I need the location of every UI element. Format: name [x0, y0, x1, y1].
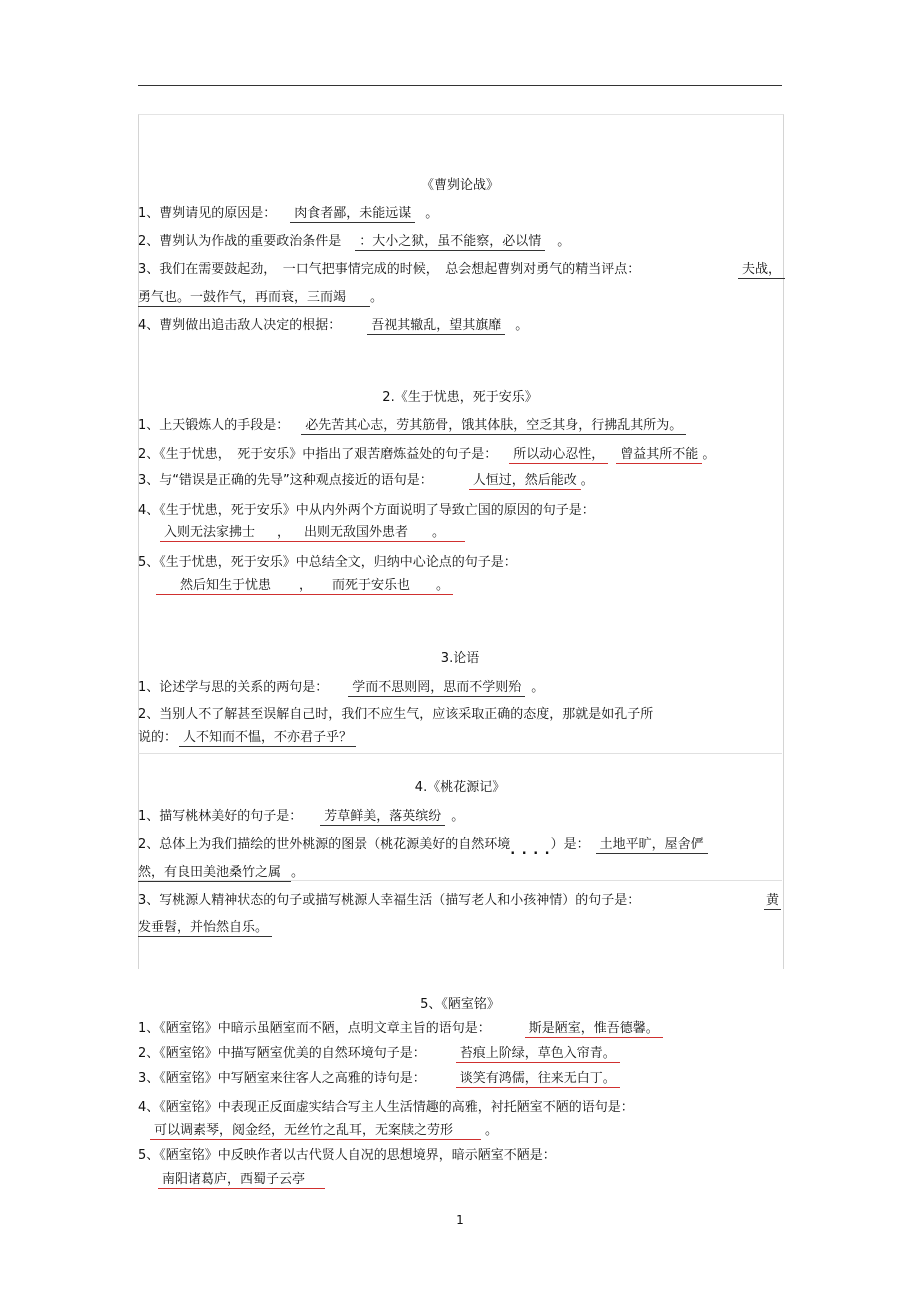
- answer: 而死于安乐也: [328, 578, 432, 595]
- section-title-taohuayuan: 4.《桃花源记》: [414, 780, 506, 795]
- question-line: 5、《生于忧患，死于安乐》中总结全文，归纳中心论点的句子是：: [138, 555, 517, 570]
- question-line: 1、上天锻炼人的手段是： 必先苦其心志，劳其筋骨，饿其体肤，空乏其身，行拂乱其所为。: [138, 417, 686, 435]
- answer: 黄: [766, 893, 780, 908]
- question-line: 3、与“错误是正确的先导”这种观点接近的语句是： 人恒过，然后能改 。: [138, 473, 594, 488]
- answer: 土地平旷，屋舍俨: [596, 837, 708, 854]
- question-line: [138, 919, 272, 937]
- question-line: 3、写桃源人精神状态的句子或描写桃源人幸福生活（描写老人和小孩神情）的句子是：: [138, 893, 641, 908]
- question-line: 2、总体上为我们描绘的世外桃源的图景（桃花源美好的自然环境. . . .）是： 土地平旷，屋舍俨: [138, 836, 708, 854]
- answer: 芳草鲜美，落英缤纷: [320, 809, 445, 826]
- question-line: 勇气也。一鼓作气，再而衰，三而竭 。: [138, 290, 384, 305]
- question-line: 入则无法家拂士 ， 出则无敌国外患者 。: [160, 524, 465, 542]
- question-line: 2、《生于忧患， 死于安乐》中指出了艰苦磨炼益处的句子是： 所以动心忍性， 曾益其所不能 。: [138, 447, 716, 462]
- answer: 吾视其辙乱，望其旗靡: [367, 318, 505, 335]
- section-title-caogui: 《曹刿论战》: [420, 178, 499, 193]
- question-line: 说的： 人不知而不愠，不亦君子乎？: [138, 729, 356, 747]
- question-line: 然后知生于忧患 ， 而死于安乐也 。: [156, 577, 453, 595]
- answer: 然，有良田美池桑竹之属: [138, 865, 291, 882]
- answer: 所以动心忍性，: [509, 447, 608, 464]
- question-line: 1、曹刿请见的原因是： 肉食者鄙，未能远谋 。: [138, 206, 439, 221]
- question-line: 2、当别人不了解甚至误解自己时，我们不应生气，应该采取正确的态度，那就是如孔子所: [138, 707, 654, 722]
- answer: 南阳诸葛庐，西蜀子云亭: [158, 1172, 325, 1189]
- page-number: 1: [456, 1213, 464, 1227]
- answer: 人不知而不愠，不亦君子乎？: [179, 730, 356, 747]
- question-line: 可以调素琴，阅金经，无丝竹之乱耳，无案牍之劳形 。: [150, 1122, 498, 1140]
- answer: 发垂髫，并怡然自乐。: [138, 920, 272, 937]
- answer: 勇气也。一鼓作气，再而衰，三而竭: [138, 290, 370, 307]
- question-line: 4、《生于忧患，死于安乐》中从内外两个方面说明了导致亡国的原因的句子是：: [138, 503, 595, 518]
- answer: 斯是陋室，惟吾德馨。: [525, 1021, 663, 1038]
- answer: 人恒过，然后能改: [469, 473, 581, 490]
- answer: 苔痕上阶绿，草色入帘青。: [456, 1046, 620, 1063]
- header-rule: [138, 85, 782, 86]
- question-line: 2、曹刿认为作战的重要政治条件是 ：大小之狱，虽不能察，必以情 。: [138, 234, 571, 249]
- question-line: 1、《陋室铭》中暗示虽陋室而不陋，点明文章主旨的语句是： 斯是陋室，惟吾德馨。: [138, 1020, 663, 1038]
- question-line: [158, 1171, 325, 1189]
- question-line: 然，有良田美池桑竹之属 。: [138, 865, 305, 880]
- section-title-lunyu: 3.论语: [440, 651, 480, 666]
- answer: 必先苦其心志，劳其筋骨，饿其体肤，空乏其身，行拂乱其所为。: [301, 418, 686, 435]
- answer: 肉食者鄙，未能远谋: [290, 206, 415, 223]
- answer: 可以调素琴，阅金经，无丝竹之乱耳，无案牍之劳形: [150, 1123, 481, 1140]
- question-line: 4、《陋室铭》中表现正反面虚实结合写主人生活情趣的高雅，衬托陋室不陋的语句是：: [138, 1100, 634, 1115]
- answer: 学而不思则罔，思而不学则殆: [348, 680, 525, 697]
- section-title-shengyu: 2.《生于忧患，死于安乐》: [382, 390, 538, 405]
- answer: ：大小之狱，虽不能察，必以情: [355, 234, 545, 251]
- question-line: 1、描写桃林美好的句子是： 芳草鲜美，落英缤纷 。: [138, 809, 465, 824]
- question-line: 3、《陋室铭》中写陋室来往客人之高雅的诗句是： 谈笑有鸿儒，往来无白丁。: [138, 1070, 620, 1088]
- answer: 出则无敌国外患者: [300, 525, 428, 542]
- answer: 入则无法家拂士: [160, 525, 277, 542]
- question-line: 1、论述学与思的关系的两句是： 学而不思则罔，思而不学则殆 。: [138, 680, 545, 695]
- answer: 曾益其所不能: [616, 447, 702, 464]
- question-line: 5、《陋室铭》中反映作者以古代贤人自况的思想境界，暗示陋室不陋是：: [138, 1148, 556, 1163]
- section-title-loushiming: 5、《陋室铭》: [420, 997, 500, 1012]
- question-line: 4、曹刿做出追击敌人决定的根据： 吾视其辙乱，望其旗靡 。: [138, 318, 529, 333]
- answer: 然后知生于忧患: [156, 578, 299, 595]
- question-line: 3、我们在需要鼓起劲， 一口气把事情完成的时候， 总会想起曹刿对勇气的精当评点：: [138, 262, 641, 277]
- answer: 夫战，: [738, 261, 785, 279]
- answer: 谈笑有鸿儒，往来无白丁。: [456, 1071, 620, 1088]
- question-line: 2、《陋室铭》中描写陋室优美的自然环境句子是： 苔痕上阶绿，草色入帘青。: [138, 1045, 620, 1063]
- section-divider: [138, 753, 782, 754]
